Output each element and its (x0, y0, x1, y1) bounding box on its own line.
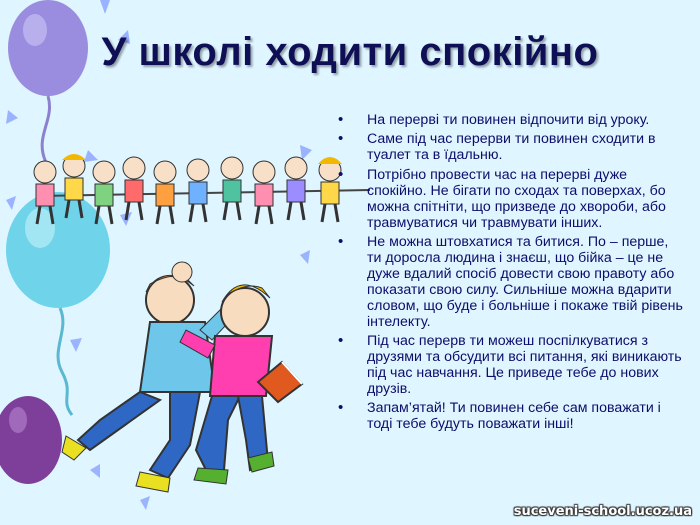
bullet-item: • Саме під час перерви ти повинен сходити в туалет та в їдальню. (338, 131, 683, 163)
cyan-balloon-icon (6, 192, 110, 415)
bullet-item: • Потрібно провести час на перерві дуже спокійно. Не бігати по сходах та поверхах, бо можна спітніти, що призведе до хвороби, або травмуватися чи травмувати інших. (338, 167, 683, 231)
purple-balloon-bottom-icon (0, 396, 62, 484)
bullet-item: • Не можна штовхатися та битися. По – перше, ти доросла людина і знаєш, що бійка – це не дуже вдалий спосіб довести свою правоту або показати свою силу. Сильніше можна вдарити словом, що буде і больніше і покаже твій рівень інтелекту. (338, 234, 683, 330)
bullet-item: • На перерві ти повинен відпочити від уроку. (338, 112, 683, 128)
fighting-boys-icon (62, 262, 302, 492)
slide-title: У школі ходити спокійно (101, 30, 599, 74)
watermark: suceveni-school.ucoz.ua (513, 504, 692, 519)
bullet-item: • Під час перерв ти можеш поспілкуватися з друзями та обсудити всі питання, які виникають під час навчання. Це приведе тебе до нових друзів. (338, 333, 683, 397)
bullet-item: • Запам’ятай! Ти повинен себе сам поважати і тоді тебе будуть поважати інші! (338, 400, 683, 432)
bullet-list (338, 112, 683, 436)
